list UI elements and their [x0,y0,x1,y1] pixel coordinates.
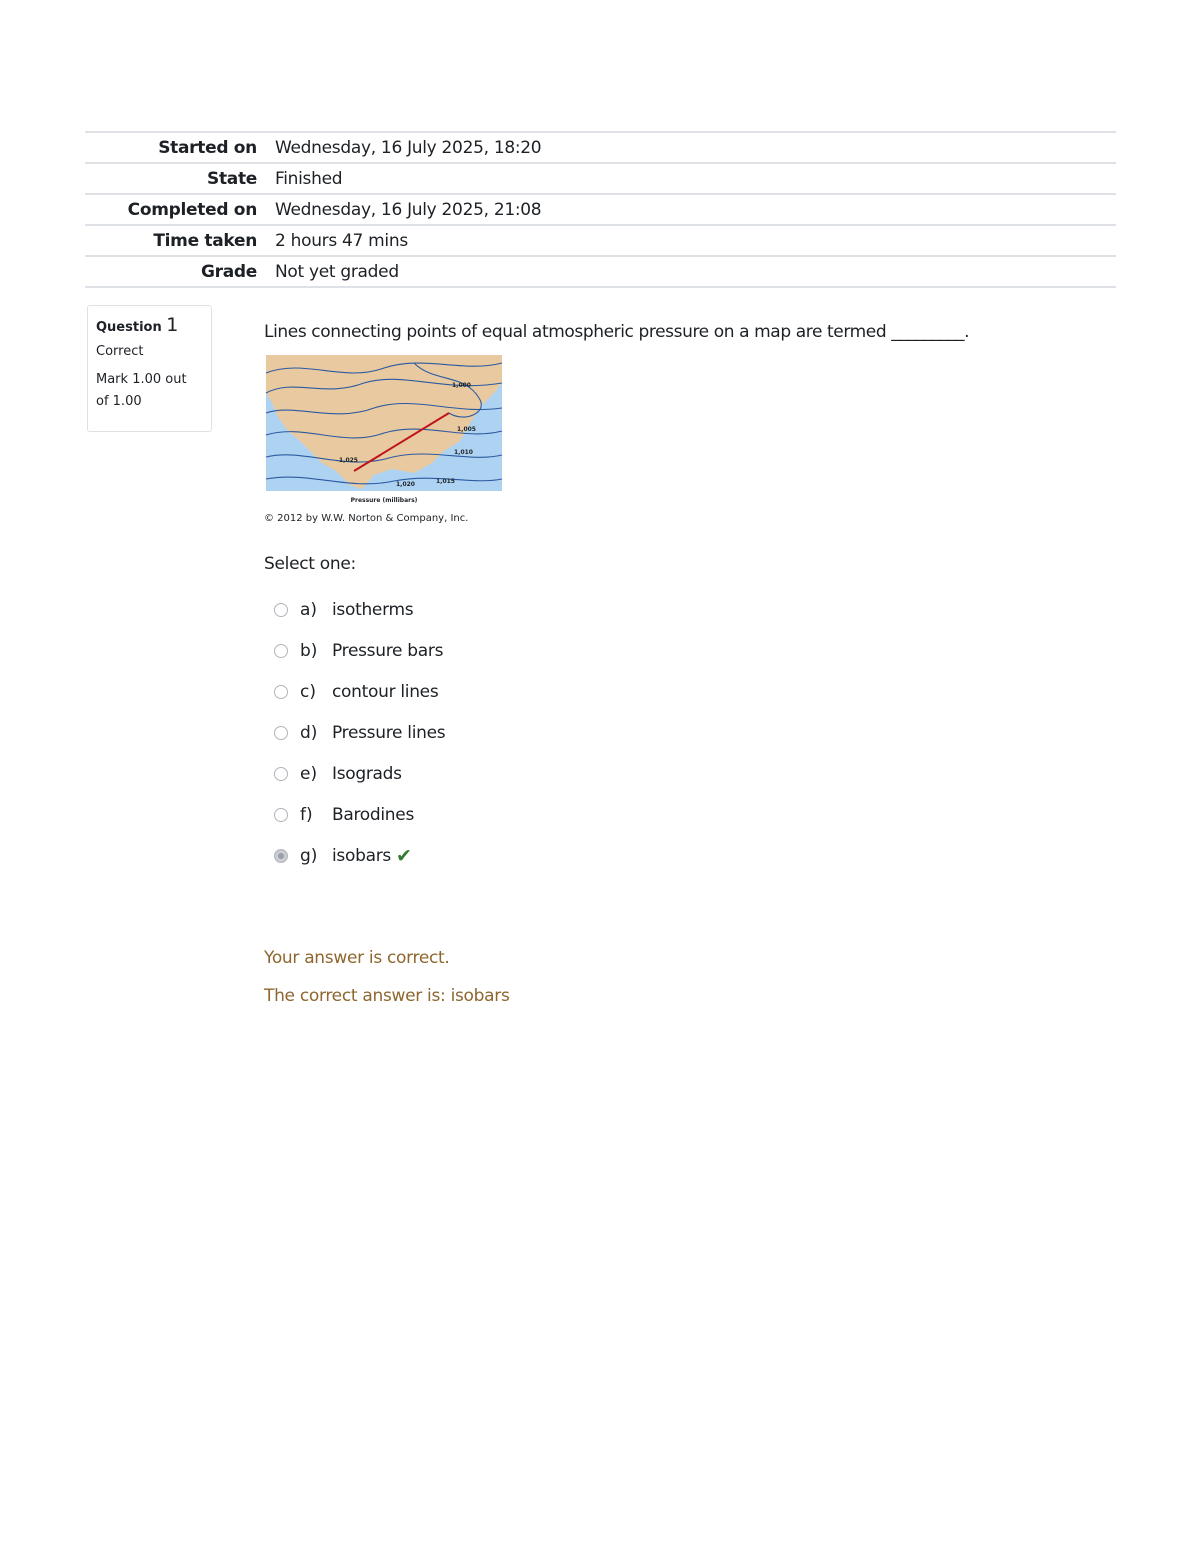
map-caption: Pressure (millibars) [350,497,418,504]
summary-row-grade [85,257,1116,288]
summary-label: Time taken [153,230,257,251]
image-copyright: © 2012 by W.W. Norton & Company, Inc. [264,513,469,524]
feedback-area [264,948,1114,1006]
answer-letter: g) [300,845,318,866]
answer-letter: a) [300,599,318,620]
answer-text: isobars [332,845,391,866]
answer-list [264,589,1114,876]
summary-label: State [207,168,257,189]
select-one-prompt: Select one: [264,554,356,574]
isobar-map-image [264,353,504,505]
summary-row-completed [85,195,1116,226]
attempt-summary-table [85,131,1116,288]
correct-answer-text: The correct answer is: isobars [264,986,510,1006]
radio-button[interactable] [274,685,288,699]
summary-value: 2 hours 47 mins [275,230,408,251]
question-label: Question [96,320,162,335]
summary-value: Wednesday, 16 July 2025, 21:08 [275,199,542,220]
isobar-label: 1,015 [436,478,455,485]
summary-label: Completed on [127,199,257,220]
summary-row-time-taken [85,226,1116,257]
check-icon: ✔ [395,844,412,867]
answer-letter: c) [300,681,316,702]
summary-value: Wednesday, 16 July 2025, 18:20 [275,137,542,158]
radio-button[interactable] [274,644,288,658]
isobar-label: 1,020 [396,481,415,488]
isobar-label: 1,010 [454,449,473,456]
answer-option-g[interactable] [264,835,1114,876]
answer-option-b[interactable] [264,630,1114,671]
feedback-message: Your answer is correct. [264,948,450,968]
question-text: Lines connecting points of equal atmospheric pressure on a map are termed _________. [264,322,970,342]
radio-button[interactable] [274,603,288,617]
summary-row-started [85,133,1116,164]
answer-letter: d) [300,722,318,743]
question-number-value: 1 [166,314,179,336]
summary-label: Grade [200,261,257,282]
question-number [96,314,203,336]
radio-button[interactable] [274,726,288,740]
isobar-label: 1,000 [452,382,471,389]
summary-row-state [85,164,1116,195]
answer-option-f[interactable] [264,794,1114,835]
answer-option-a[interactable] [264,589,1114,630]
answer-text: Isograds [332,763,402,784]
answer-option-d[interactable] [264,712,1114,753]
answer-letter: e) [300,763,318,784]
radio-button[interactable] [274,808,288,822]
radio-button-selected[interactable] [274,849,288,863]
answer-text: isotherms [332,599,414,620]
isobar-label: 1,025 [339,457,358,464]
question-info-box [87,305,212,432]
radio-button[interactable] [274,767,288,781]
answer-text: contour lines [332,681,439,702]
answer-text: Barodines [332,804,415,825]
summary-value: Not yet graded [275,261,399,282]
isobar-label: 1,005 [457,426,476,433]
answer-letter: f) [300,804,313,825]
question-content [264,322,1114,1006]
question-mark: Mark 1.00 out of 1.00 [96,372,187,409]
summary-value: Finished [275,168,343,189]
answer-text: Pressure lines [332,722,446,743]
answer-letter: b) [300,640,318,661]
answer-option-e[interactable] [264,753,1114,794]
summary-label: Started on [158,137,257,158]
question-state: Correct [96,344,144,359]
answer-text: Pressure bars [332,640,444,661]
answer-option-c[interactable] [264,671,1114,712]
